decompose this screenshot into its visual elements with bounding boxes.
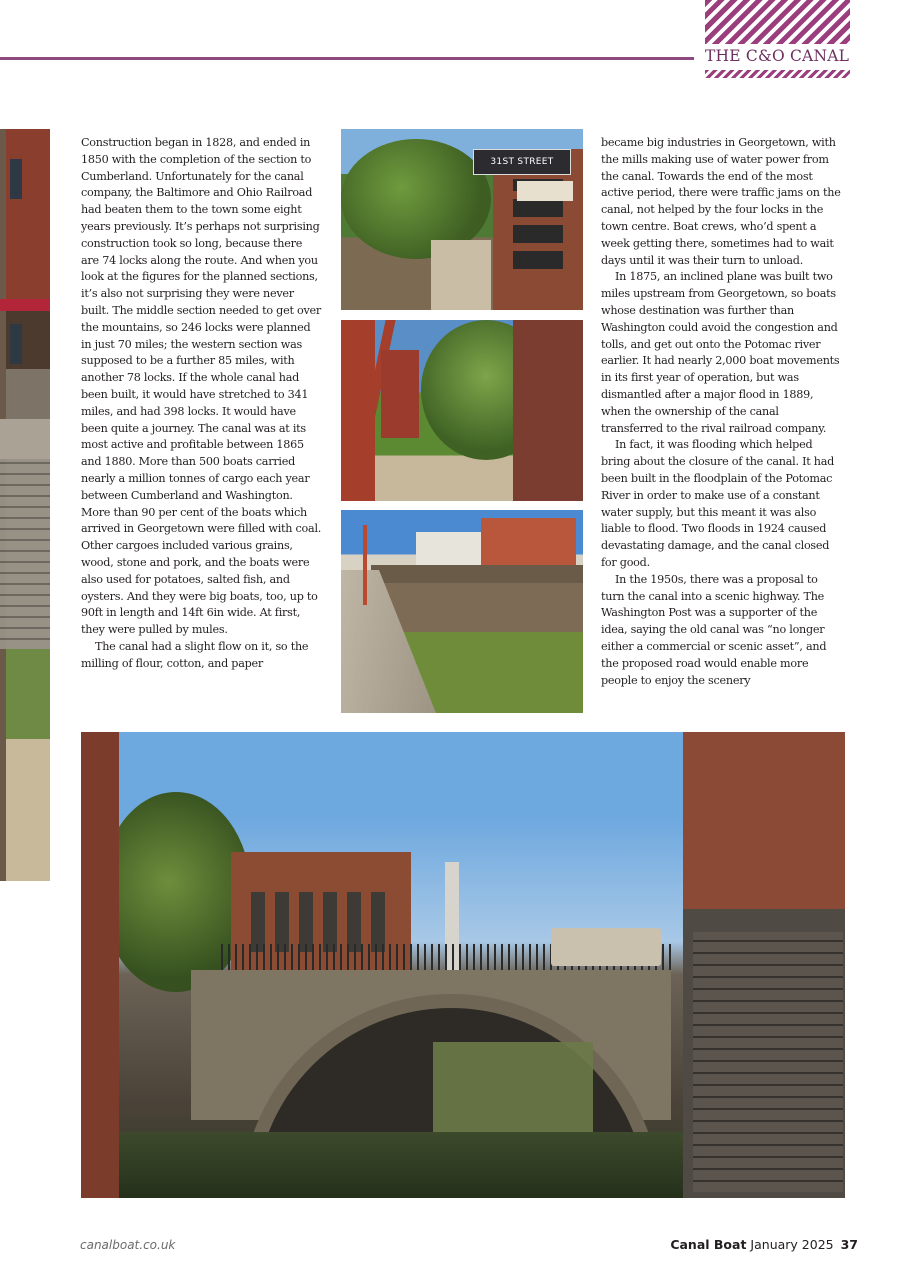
photo-footbridge bbox=[341, 510, 583, 713]
brick-building bbox=[513, 320, 583, 501]
article-paragraph: Construction began in 1828, and ended in 1850 with the completion of the section to Cumberland. Unfortunately for the canal company, the Baltimore and Ohio Railroad had beaten them to the town some eight years previously. It’s perhaps not surprising construction took so long, because there are 74 locks along the route. And when you look at the figures for the planned sections, it’s also not surprising they were never built. The middle section needed to get over the mountains, so 246 locks were planned in just 70 miles; the western section was supposed to be a further 85 miles, with another 78 locks. If the whole canal had been built, it would have stretched to 341 miles, and had 398 locks. It would have been quite a journey. The canal was at its most active and profitable between 1865 and 1880. More than 500 boats carried nearly a million tonnes of cargo each year between Cumberland and Washington. More than 90 per cent of the boats which arrived in Georgetown were filled with coal. Other cargoes included various grains, wood, stone and pork, and the boats were also used for potatoes, salted fish, and oysters. And they were big boats, too, up to 90ft in length and 14ft 6in wide. At first, they were pulled by mules. bbox=[81, 136, 322, 637]
secondary-sign bbox=[517, 181, 573, 201]
footer-folio bbox=[600, 1237, 858, 1252]
towpath bbox=[341, 570, 436, 713]
street-sign: 31ST STREET bbox=[473, 149, 571, 175]
left-strip-photo bbox=[0, 129, 50, 881]
header-rule bbox=[0, 57, 694, 60]
photo-31st-street-sign bbox=[341, 129, 583, 310]
article-paragraph: In 1875, an inclined plane was built two miles upstream from Georgetown, so boats whose destination was further than Washington could avoid the congestion and tolls, and get out onto the Potomac river earlier. It had nearly 2,000 boat movements in its first year of operation, but was dismantled after a major flood in 1889, when the ownership of the canal transferred to the rival railroad company. bbox=[601, 270, 840, 435]
stone-wall bbox=[0, 459, 50, 649]
article-column-2 bbox=[601, 135, 843, 689]
photo-canal-sign bbox=[341, 320, 583, 501]
towpath bbox=[431, 240, 491, 310]
window bbox=[10, 159, 22, 199]
page-number: 37 bbox=[840, 1237, 858, 1252]
article-paragraph: In the 1950s, there was a proposal to turn the canal into a scenic highway. The Washington Post was a supporter of the idea, saying the old canal was “no longer either a commercial or scenic asset”, and the proposed road would enable more people to enjoy the scenery bbox=[601, 572, 827, 687]
stone-wall-building bbox=[683, 732, 845, 1198]
article-paragraph: In fact, it was flooding which helped bring about the closure of the canal. It had been built in the floodplain of the Potomac River in order to make use of a constant water supply, but this meant it was also liable to flood. Two floods in 1924 caused devastating damage, and the canal closed for good. bbox=[601, 438, 835, 569]
magazine-name: Canal Boat bbox=[670, 1237, 747, 1252]
window bbox=[10, 324, 22, 364]
footer-url: canalboat.co.uk bbox=[80, 1238, 176, 1252]
canal-view-through-arch bbox=[433, 1042, 593, 1142]
issue-date: January 2025 bbox=[750, 1237, 834, 1252]
lamp-pole bbox=[363, 525, 367, 605]
brick-edge bbox=[81, 732, 119, 1198]
truck bbox=[551, 928, 661, 966]
article-paragraph: became big industries in Georgetown, with the mills making use of water power from the canal. Towards the end of the most active period, there were traffic jams on the canal, not helped by the four locks in the town centre. Boat crews, who’d spent a week getting there, sometimes had to wait days until it was their turn to unload. bbox=[601, 136, 841, 267]
section-title-underline-hatch bbox=[705, 70, 850, 78]
article-column-1 bbox=[81, 135, 323, 673]
canal-water bbox=[81, 1132, 683, 1198]
awning bbox=[0, 299, 50, 311]
sign-panel bbox=[381, 350, 419, 438]
photo-stone-arch-bridge bbox=[81, 732, 845, 1198]
section-title: THE C&O CANAL bbox=[705, 47, 850, 65]
brick-building bbox=[481, 518, 576, 566]
article-paragraph: The canal had a slight flow on it, so the milling of flour, cotton, and paper bbox=[81, 639, 309, 670]
footbridge bbox=[371, 565, 583, 583]
header-hatch-pattern bbox=[705, 0, 850, 44]
